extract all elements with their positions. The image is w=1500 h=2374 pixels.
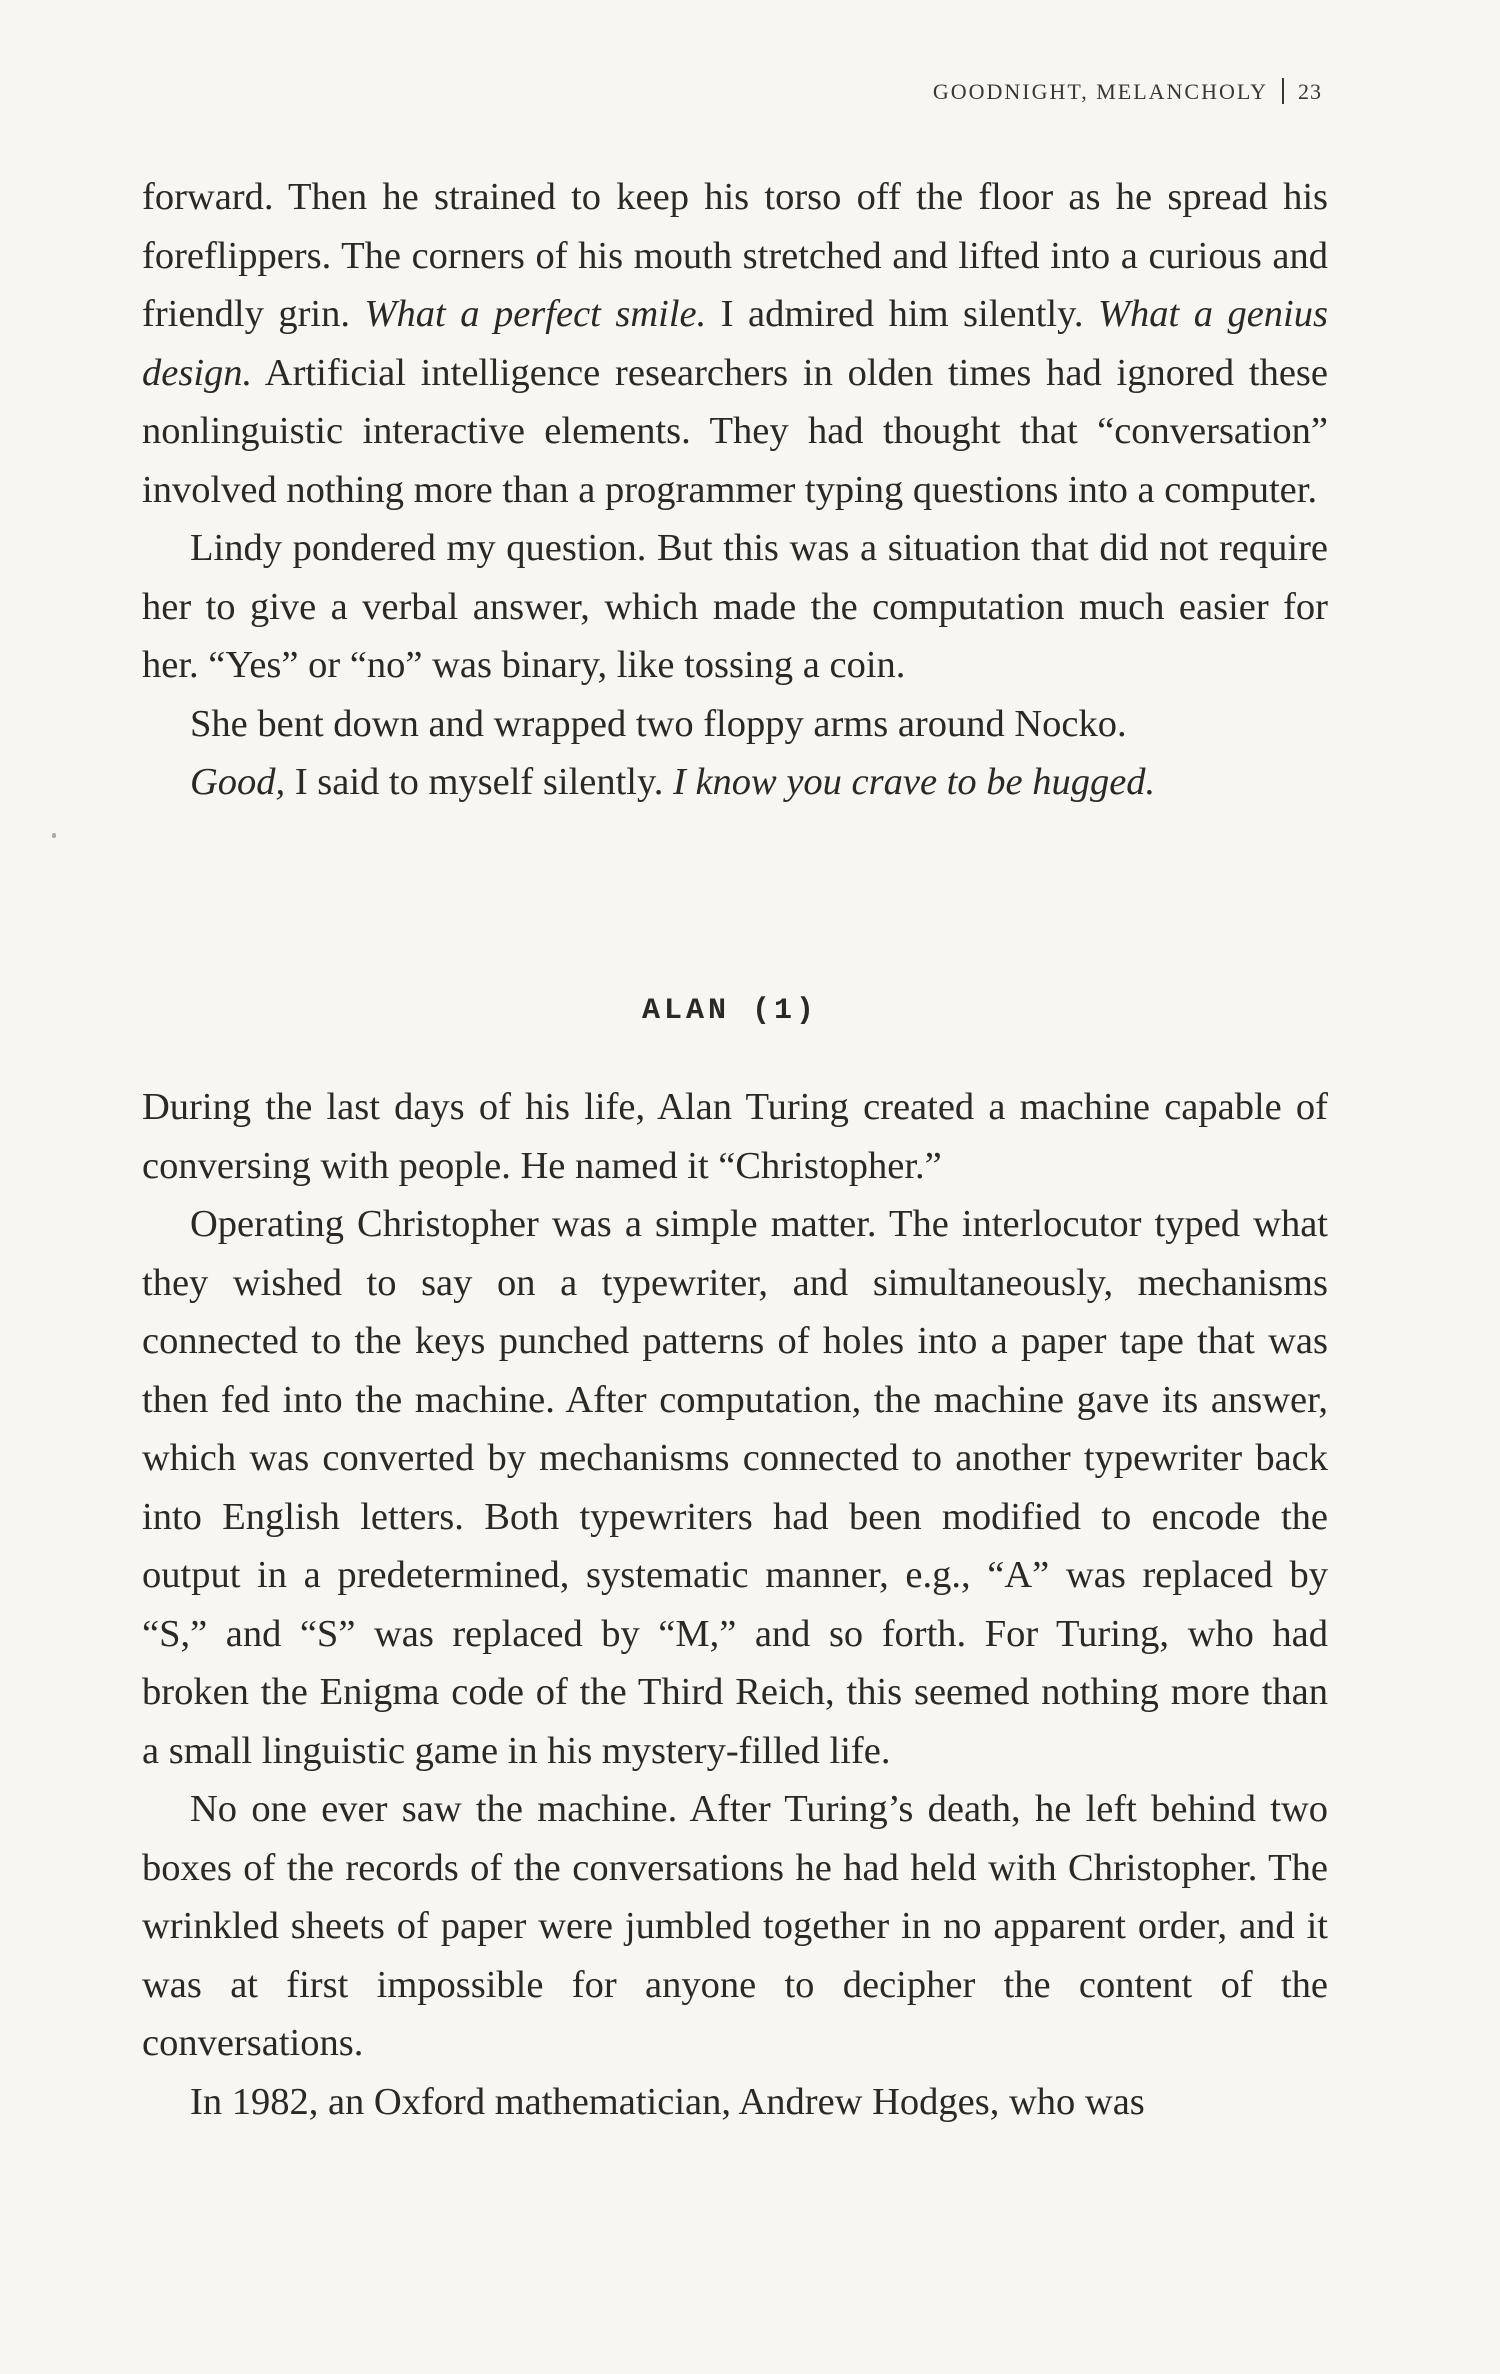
section-heading: ALAN (1) [641, 994, 819, 1028]
paragraph [142, 753, 1328, 812]
paragraph [142, 695, 1328, 754]
paragraph [142, 1195, 1328, 1780]
page-number: 23 [1298, 79, 1322, 104]
italic-run: Good, [190, 761, 286, 803]
text-run: No one ever saw the machine. After Turing’s death, he left behind two boxes of the records of the conversations he had held with Christopher. The wrinkled sheets of paper were jumbled together in no apparent order, and it was at first impossible for anyone to decipher the content of the conversations. [142, 1788, 1328, 2064]
running-head [700, 78, 1322, 105]
italic-run: What a perfect smile. [364, 293, 707, 335]
paragraph [142, 168, 1328, 519]
running-head-title: GOODNIGHT, MELANCHOLY [932, 79, 1268, 104]
text-run: I admired him silently. [706, 293, 1098, 335]
paper-speck [52, 833, 56, 838]
text-run: I said to myself silently. [285, 761, 673, 803]
text-run: forward. Then he strained to keep his torso off the floor as he spread his foreflippers. The corners of his mouth stretched and lifted into a curious and friendly grin. [142, 176, 1328, 335]
text-run: Artificial intelligence researchers in olden times had ignored these nonlinguistic interactive elements. They had thought that “conversation” involved nothing more than a programmer typing questions into a computer. [142, 351, 1328, 511]
paragraph [142, 519, 1328, 695]
body-text-section-b [142, 1078, 1328, 2131]
text-run: During the last days of his life, Alan Turing created a machine capable of conversing with people. He named it “Christopher.” [142, 1086, 1328, 1187]
text-run: In 1982, an Oxford mathematician, Andrew Hodges, who was [190, 2080, 1145, 2123]
text-run: She bent down and wrapped two floppy arms around Nocko. [190, 702, 1127, 745]
running-head-separator [1282, 78, 1284, 104]
paragraph [142, 2073, 1328, 2132]
italic-run: I know you crave to be hugged. [673, 761, 1156, 803]
italic-run: What a genius design. [142, 293, 1328, 394]
body-text-section-a [142, 168, 1328, 812]
paragraph [142, 1780, 1328, 2073]
text-run: Lindy pondered my question. But this was a situation that did not require her to give a verbal answer, which made the computation much easier for her. “Yes” or “no” was binary, like tossing a coin. [142, 527, 1328, 686]
paragraph [142, 1078, 1328, 1195]
text-run: Operating Christopher was a simple matter. The interlocutor typed what they wished to say on a typewriter, and simultaneously, mechanisms connected to the keys punched patterns of holes into a paper tape that was then fed into the machine. After computation, the machine gave its answer, which was converted by mechanisms connected to another typewriter back into English letters. Both typewriters had been modified to encode the output in a predetermined, systematic manner, e.g., “A” was replaced by “S,” and “S” was replaced by “M,” and so forth. For Turing, who had broken the Enigma code of the Third Reich, this seemed nothing more than a small linguistic game in his mystery-filled life. [142, 1203, 1328, 1772]
